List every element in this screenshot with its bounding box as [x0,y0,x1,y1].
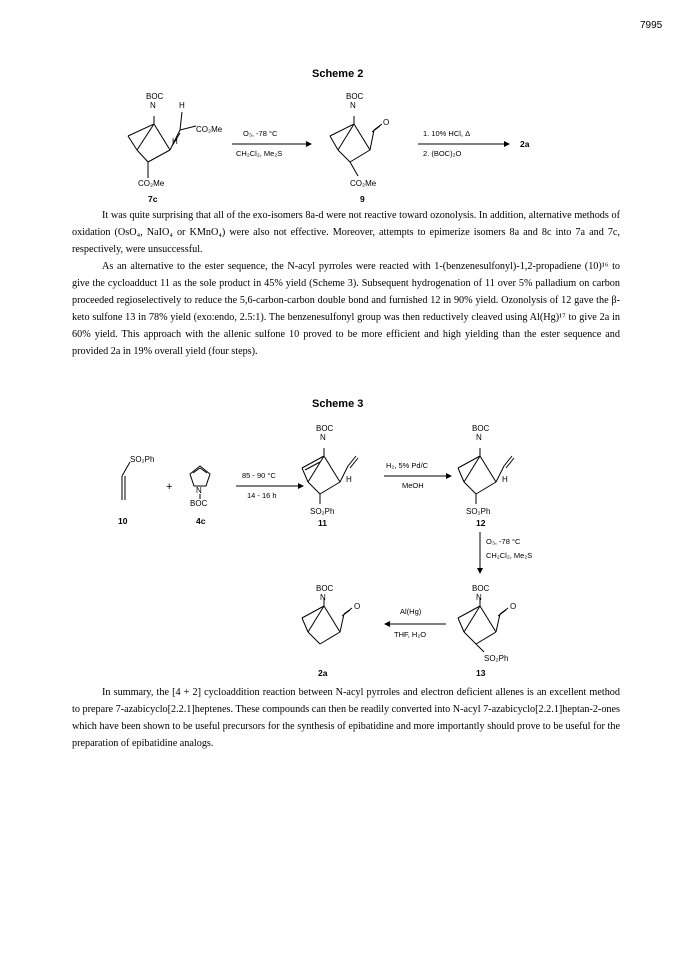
s3-arrow2-top: H₂, 5% Pd/C [386,461,429,470]
s3-arrow3-line1: O₃, -78 °C [486,537,521,546]
12-group-label: SO₂Ph [466,507,491,516]
13-n-label: N [476,593,482,602]
s2-arrow1-bottom: CH₂Cl₂, Me₂S [236,149,283,158]
s3-arrow1-top: 85 - 90 °C [242,471,276,480]
2a-boc-label: BOC [316,584,334,593]
s3-arrow1-bottom: 14 - 16 h [247,491,277,500]
11-group-label: SO₂Ph [310,507,335,516]
12-boc-label: BOC [472,424,490,433]
11-n-label: N [320,433,326,442]
4c-boc-label: BOC [190,499,208,508]
scheme-3-arrowhead-4 [384,621,390,627]
scheme-2-title: Scheme 2 [312,68,364,80]
10-group-label: SO₂Ph [130,455,155,464]
7c-h-label-2: H [172,137,178,146]
paragraph-3: In summary, the [4 + 2] cycloaddition reaction between N-acyl pyrroles and electron deficient allenes is an excellent method to prepare 7-azabicyclo[2.2.1]heptenes. These compounds can then be readily converted into N-acyl 7-azabicyclo[2.2.1]heptan-2-ones which have been shown to be useful precursors for the synthesis of epibatidine and more importantly should prove to be useful for the preparation of epibatidine analogs. [72,687,620,749]
s2-arrow2-top: 1. 10% HCl, Δ [423,129,471,138]
compound-2a-structure [302,598,352,644]
compound-13-structure [458,598,508,652]
s3-plus: + [166,481,173,493]
7c-ester-label: CO₂Me [196,125,223,134]
7c-h-label-1: H [179,101,185,110]
scheme-3-arrowhead-1 [298,483,304,489]
paragraph-1: It was quite surprising that all of the exo-isomers 8a-d were not reactive toward ozonolysis. In addition, alternative methods of oxidation (OsO₄, NaIO₄ or KMnO₄) were also not effective. Moreover, attempts to epimerize isomers 8a and 8c into 7a and 7c, respectively, were unsuccessful. [72,210,620,255]
s3-arrow2-bottom: MeOH [402,481,424,490]
11-boc-label: BOC [316,424,334,433]
2a-n-label: N [320,593,326,602]
11-compound-label: 11 [318,518,327,528]
4c-n-label: N [196,486,202,495]
9-o-label: O [383,118,390,127]
page-number: 7995 [640,20,663,31]
2a-compound-label: 2a [318,668,328,678]
scheme-3-title: Scheme 3 [312,398,364,410]
7c-boc-label: BOC [146,92,164,101]
7c-compound-label: 7c [148,194,158,204]
s3-arrow4-bottom: THF, H₂O [394,630,427,639]
s2-arrow1-top: O₃, -78 °C [243,129,278,138]
scheme-3-arrowhead-2 [446,473,452,479]
11-h-label: H [346,475,352,484]
12-h-label: H [502,475,508,484]
scheme-3-arrowhead-3 [477,568,483,574]
2a-o-label: O [354,602,361,611]
s3-arrow4-top: Al(Hg) [400,607,422,616]
compound-10-structure [122,462,130,500]
9-n-label: N [350,101,356,110]
9-compound-label: 9 [360,194,365,204]
10-compound-label: 10 [118,516,128,526]
7c-n-label: N [150,101,156,110]
9-ester-label: CO₂Me [350,179,377,188]
12-compound-label: 12 [476,518,486,528]
paragraph-2: As an alternative to the ester sequence, the N-acyl pyrroles were reacted with 1-(benzenesulfonyl)-1,2-propadiene (10)¹⁶ to give the cycloadduct 11 as the sole product in 45% yield (Scheme 3). Subsequent hydrogenation of 11 over 5% palladium on carbon proceeded regioselectively to reduce the 5,6-carbon-carbon double bond and furnished 12 in 90% yield. Ozonolysis of 12 gave the β-keto sulfone 13 in 78% yield (exo:endo, 2.5:1). The benzenesulfonyl group was then reductively cleaved using Al(Hg)¹⁷ to give 2a in 60% yield. This approach with the allenic sulfone 10 proved to be more efficient and high yielding than the ester sequence and provided 2a in 19% overall yield (four steps). [72,261,620,357]
13-compound-label: 13 [476,668,486,678]
13-boc-label: BOC [472,584,490,593]
s2-product-label: 2a [520,139,530,149]
13-group-label: SO₂Ph [484,654,509,663]
13-o-label: O [510,602,517,611]
7c-ester2-label: CO₂Me [138,179,165,188]
s2-arrow2-bottom: 2. (BOC)₂O [423,149,462,158]
s3-arrow3-line2: CH₂Cl₂, Me₂S [486,551,533,560]
9-boc-label: BOC [346,92,364,101]
12-n-label: N [476,433,482,442]
4c-compound-label: 4c [196,516,206,526]
